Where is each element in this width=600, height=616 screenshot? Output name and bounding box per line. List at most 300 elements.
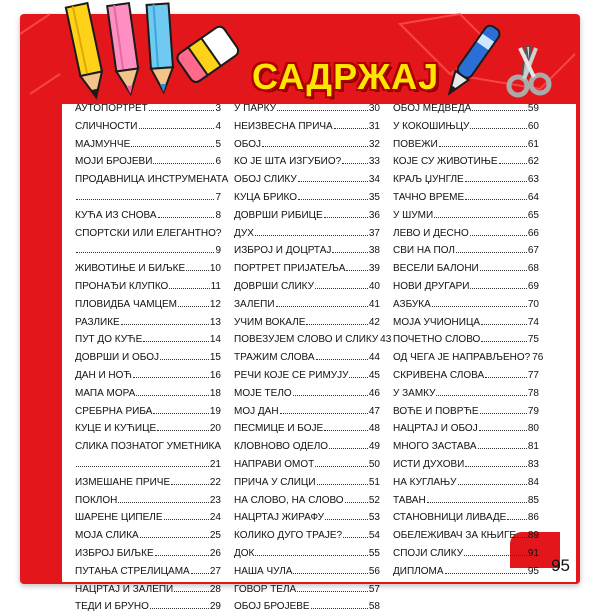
toc-entry-page: 40 bbox=[368, 280, 380, 292]
toc-entry-title: ДОВРШИ И ОБОЈ bbox=[75, 352, 159, 364]
toc-entry-page: 70 bbox=[527, 298, 539, 310]
toc-dot-leader bbox=[334, 118, 368, 129]
page-number: 95 bbox=[551, 556, 570, 575]
toc-entry-title: СПОЈИ СЛИКУ bbox=[393, 547, 464, 559]
toc-dot-leader bbox=[160, 349, 209, 360]
toc-dot-leader bbox=[439, 136, 527, 147]
toc-dot-leader bbox=[315, 278, 368, 289]
toc-entry bbox=[234, 385, 380, 403]
toc-entry-page: 14 bbox=[209, 334, 221, 346]
toc-entry bbox=[75, 225, 221, 243]
toc-entry-title: СТАНОВНИЦИ ЛИВАДЕ bbox=[393, 512, 507, 524]
toc-dot-leader bbox=[306, 314, 367, 325]
toc-entry-title: ТЕДИ И БРУНО bbox=[75, 601, 149, 613]
toc-entry bbox=[393, 563, 539, 581]
toc-entry bbox=[234, 331, 392, 349]
toc-entry-title: МОЈА УЧИОНИЦА bbox=[393, 316, 481, 328]
toc-entry-page: 34 bbox=[368, 174, 380, 186]
toc-entry-title: ПРОНАЂИ КЛУПКО bbox=[75, 280, 169, 292]
toc-entry bbox=[234, 598, 380, 616]
toc-entry-page: 65 bbox=[527, 209, 539, 221]
toc-entry-page: 62 bbox=[527, 156, 539, 168]
toc-entry-title: МОЈ ДАН bbox=[234, 405, 279, 417]
toc-entry-page: 44 bbox=[368, 352, 380, 364]
toc-dot-leader bbox=[139, 118, 215, 129]
toc-dot-leader bbox=[436, 385, 526, 396]
toc-entry-title: НА КУГЛАЊУ bbox=[393, 476, 457, 488]
toc-dot-leader bbox=[480, 260, 527, 271]
toc-column-3 bbox=[393, 100, 544, 581]
toc-entry-title: ПОВЕЗУЈЕМ СЛОВО И СЛИКУ bbox=[234, 334, 379, 346]
toc-entry-page: 77 bbox=[527, 369, 539, 381]
toc-dot-leader bbox=[445, 563, 527, 574]
toc-entry-page: 8 bbox=[215, 209, 221, 221]
toc-entry bbox=[75, 296, 221, 314]
toc-dot-leader bbox=[293, 385, 368, 396]
toc-dot-leader bbox=[507, 509, 527, 520]
toc-dot-leader bbox=[324, 207, 368, 218]
toc-entry-title: ИЗБРОЈ БИЉКЕ bbox=[75, 547, 154, 559]
toc-entry bbox=[234, 242, 380, 260]
toc-entry-page: 42 bbox=[368, 316, 380, 328]
toc-entry-page: 51 bbox=[368, 476, 380, 488]
toc-entry-title: НАЦРТАЈ И ОБОЈ bbox=[393, 423, 478, 435]
toc-dot-leader bbox=[121, 314, 209, 325]
toc-entry bbox=[234, 278, 380, 296]
toc-entry-title: ПОЧЕТНО СЛОВО bbox=[393, 334, 481, 346]
toc-entry-title: СЛИКА ПОЗНАТОГ УМЕТНИКА bbox=[75, 441, 222, 453]
toc-entry bbox=[75, 207, 221, 225]
toc-dot-leader bbox=[186, 260, 209, 271]
toc-entry bbox=[234, 581, 380, 599]
toc-entry-title: У ШУМИ bbox=[393, 209, 434, 221]
toc-entry-page: 52 bbox=[368, 494, 380, 506]
toc-entry bbox=[234, 349, 380, 367]
toc-entry-title: КЛОВНОВО ОДЕЛО bbox=[234, 441, 329, 453]
toc-entry-title: РЕЧИ КОЈЕ СЕ РИМУЈУ bbox=[234, 369, 349, 381]
toc-entry-title: НЕИЗВЕСНА ПРИЧА bbox=[234, 120, 333, 132]
toc-entry bbox=[234, 403, 380, 421]
toc-entry-title: ПУТ ДО КУЋЕ bbox=[75, 334, 143, 346]
toc-entry-title: АЗБУКА bbox=[393, 298, 431, 310]
toc-entry-page: 12 bbox=[209, 298, 221, 310]
toc-entry-page: 58 bbox=[368, 601, 380, 613]
toc-dot-leader bbox=[458, 474, 527, 485]
toc-entry bbox=[234, 153, 380, 171]
toc-entry bbox=[393, 296, 539, 314]
toc-dot-leader bbox=[434, 207, 527, 218]
toc-dot-leader bbox=[499, 153, 527, 164]
toc-entry-page: 13 bbox=[209, 316, 221, 328]
toc-entry-page: 63 bbox=[527, 174, 539, 186]
toc-entry-page: 49 bbox=[368, 441, 380, 453]
toc-entry-title: ДОК bbox=[234, 547, 255, 559]
toc-dot-leader bbox=[470, 225, 527, 236]
toc-dot-leader bbox=[191, 563, 209, 574]
toc-entry-title: ТАВАН bbox=[393, 494, 426, 506]
toc-dot-leader bbox=[464, 545, 527, 556]
toc-dot-leader bbox=[153, 153, 214, 164]
toc-dot-leader bbox=[277, 100, 368, 111]
toc-entry-page: 15 bbox=[209, 352, 221, 364]
toc-entry-page: 89 bbox=[527, 530, 539, 542]
toc-entry-title: СПОРТСКИ ИЛИ ЕЛЕГАНТНО? bbox=[75, 227, 222, 239]
toc-entry bbox=[75, 189, 221, 207]
toc-entry-title: НА СЛОВО, НА СЛОВО bbox=[234, 494, 344, 506]
toc-entry-page: 83 bbox=[527, 458, 539, 470]
toc-entry-page: 39 bbox=[368, 263, 380, 275]
toc-entry bbox=[393, 189, 539, 207]
toc-entry bbox=[393, 403, 539, 421]
toc-entry-page: 20 bbox=[209, 423, 221, 435]
toc-entry-page: 43 bbox=[380, 334, 392, 346]
toc-entry bbox=[393, 492, 539, 510]
toc-entry bbox=[234, 527, 380, 545]
toc-entry bbox=[234, 100, 380, 118]
toc-entry-title: ДОВРШИ СЛИКУ bbox=[234, 280, 314, 292]
toc-dot-leader bbox=[465, 456, 527, 467]
toc-entry-title: У КОКОШИЊЦУ bbox=[393, 120, 470, 132]
toc-entry-page: 78 bbox=[527, 387, 539, 399]
toc-dot-leader bbox=[153, 403, 209, 414]
toc-entry bbox=[75, 474, 221, 492]
toc-entry-page: 81 bbox=[527, 441, 539, 453]
toc-entry-page: 26 bbox=[209, 547, 221, 559]
toc-entry bbox=[393, 225, 539, 243]
toc-entry-page: 37 bbox=[368, 227, 380, 239]
toc-dot-leader bbox=[136, 385, 209, 396]
toc-column-1 bbox=[75, 100, 229, 616]
toc-entry-title: ШАРЕНЕ ЦИПЕЛЕ bbox=[75, 512, 163, 524]
toc-entry bbox=[234, 474, 380, 492]
page-title: САДРЖАЈ bbox=[252, 56, 440, 97]
toc-entry-title: НАПРАВИ ОМОТ bbox=[234, 458, 315, 470]
toc-entry-title: МОЈА СЛИКА bbox=[75, 530, 139, 542]
toc-entry-title: МОЈЕ ТЕЛО bbox=[234, 387, 292, 399]
toc-entry-title: ПЛОВИДБА ЧАМЦЕМ bbox=[75, 298, 178, 310]
toc-entry-page: 4 bbox=[215, 120, 221, 132]
toc-dot-leader bbox=[480, 403, 527, 414]
toc-entry bbox=[234, 367, 380, 385]
toc-entry-page: 54 bbox=[368, 530, 380, 542]
toc-entry bbox=[393, 242, 539, 260]
scissors-icon bbox=[496, 40, 558, 102]
toc-entry bbox=[75, 367, 221, 385]
toc-entry-title: МНОГО ЗАСТАВА bbox=[393, 441, 477, 453]
toc-entry-page: 24 bbox=[209, 512, 221, 524]
toc-entry-title: ОБОЈ БРОЈЕВЕ bbox=[234, 601, 310, 613]
toc-entry-title: У ПАРКУ bbox=[234, 103, 276, 114]
toc-entry bbox=[75, 545, 221, 563]
toc-dot-leader bbox=[140, 527, 209, 538]
toc-entry bbox=[234, 171, 380, 189]
toc-entry-title: ПУТАЊА СТРЕЛИЦАМА bbox=[75, 565, 190, 577]
toc-entry-title: ПРИЧА У СЛИЦИ bbox=[234, 476, 316, 488]
toc-entry-title: ГОВОР ТЕЛА bbox=[234, 583, 297, 595]
toc-entry-page: 91 bbox=[527, 547, 539, 559]
toc-entry bbox=[75, 314, 221, 332]
toc-entry bbox=[393, 260, 539, 278]
toc-entry-title: ТАЧНО ВРЕМЕ bbox=[393, 191, 465, 203]
toc-entry-title: ПОВЕЖИ bbox=[393, 138, 438, 150]
toc-dot-leader bbox=[262, 136, 368, 147]
toc-entry-page: 86 bbox=[527, 512, 539, 524]
toc-dot-leader bbox=[329, 438, 368, 449]
toc-entry-page: 53 bbox=[368, 512, 380, 524]
toc-entry-title: РАЗЛИКЕ bbox=[75, 316, 120, 328]
toc-entry bbox=[234, 563, 380, 581]
toc-entry-page: 74 bbox=[527, 316, 539, 328]
toc-dot-leader bbox=[157, 420, 209, 431]
toc-entry bbox=[234, 189, 380, 207]
toc-entry bbox=[393, 438, 539, 456]
toc-entry-title: ИЗМЕШАНЕ ПРИЧЕ bbox=[75, 476, 171, 488]
toc-entry-title: ПЕСМИЦЕ И БОЈЕ bbox=[234, 423, 324, 435]
toc-entry bbox=[75, 118, 221, 136]
toc-entry-page: 36 bbox=[368, 209, 380, 221]
toc-dot-leader bbox=[432, 296, 527, 307]
toc-dot-leader bbox=[297, 581, 368, 592]
toc-entry bbox=[393, 420, 539, 438]
toc-dot-leader bbox=[315, 456, 368, 467]
toc-entry-title: НОВИ ДРУГАРИ bbox=[393, 280, 470, 292]
toc-entry-page: 67 bbox=[527, 245, 539, 257]
toc-dot-leader bbox=[465, 189, 527, 200]
toc-entry-page: 69 bbox=[527, 280, 539, 292]
toc-entry-page: 6 bbox=[215, 156, 221, 168]
toc-entry bbox=[75, 438, 221, 456]
toc-entry-page: 68 bbox=[527, 263, 539, 275]
toc-entry bbox=[234, 420, 380, 438]
toc-entry-title: НАЦРТАЈ ЖИРАФУ bbox=[234, 512, 324, 524]
toc-dot-leader bbox=[485, 367, 527, 378]
toc-entry-title: НАЦРТАЈ И ЗАЛЕПИ bbox=[75, 583, 174, 595]
toc-entry bbox=[393, 171, 539, 189]
toc-dot-leader bbox=[345, 492, 368, 503]
toc-entry-title: КУЦЕ И КУЋИЦЕ bbox=[75, 423, 157, 435]
toc-entry-page: 7 bbox=[215, 191, 221, 203]
toc-entry-title: ДИПЛОМА bbox=[393, 565, 444, 577]
toc-entry-title: ДАН И НОЋ bbox=[75, 369, 132, 381]
toc-entry-title: АУТОПОРТРЕТ bbox=[75, 103, 148, 114]
toc-entry-title: ВЕСЕЛИ БАЛОНИ bbox=[393, 263, 479, 275]
toc-column-2 bbox=[234, 100, 392, 616]
toc-entry-page: 30 bbox=[368, 103, 380, 114]
toc-entry bbox=[393, 314, 539, 332]
toc-entry-title: СЛИЧНОСТИ bbox=[75, 120, 138, 132]
toc-dot-leader bbox=[76, 242, 214, 253]
toc-dot-leader bbox=[311, 598, 368, 609]
toc-entry bbox=[75, 563, 221, 581]
toc-entry bbox=[393, 509, 539, 527]
toc-entry bbox=[75, 581, 221, 599]
toc-entry-page: 16 bbox=[209, 369, 221, 381]
toc-entry-page: 55 bbox=[368, 547, 380, 559]
toc-entry bbox=[234, 118, 380, 136]
toc-entry-title: СКРИВЕНА СЛОВА bbox=[393, 369, 485, 381]
toc-entry-page: 41 bbox=[368, 298, 380, 310]
toc-dot-leader bbox=[470, 118, 527, 129]
toc-entry-title: ИЗБРОЈ И ДОЦРТАЈ bbox=[234, 245, 332, 257]
toc-entry-page: 35 bbox=[368, 191, 380, 203]
toc-entry bbox=[234, 296, 380, 314]
toc-entry bbox=[393, 527, 539, 545]
toc-dot-leader bbox=[149, 100, 215, 111]
toc-entry bbox=[393, 331, 539, 349]
toc-dot-leader bbox=[164, 509, 209, 520]
toc-entry-page: 10 bbox=[209, 263, 221, 275]
toc-entry-page: 66 bbox=[527, 227, 539, 239]
toc-entry-page: 18 bbox=[209, 387, 221, 399]
toc-entry bbox=[75, 242, 221, 260]
toc-entry-page: 75 bbox=[527, 334, 539, 346]
toc-entry bbox=[393, 385, 539, 403]
toc-entry-title: ДОВРШИ РИБИЦЕ bbox=[234, 209, 323, 221]
toc-entry bbox=[393, 136, 539, 154]
toc-entry-page: 61 bbox=[527, 138, 539, 150]
toc-entry-title: ЛЕВО И ДЕСНО bbox=[393, 227, 469, 239]
toc-dot-leader bbox=[317, 474, 368, 485]
toc-entry bbox=[234, 225, 380, 243]
toc-entry-title: ПРОДАВНИЦА ИНСТРУМЕНАТА bbox=[75, 174, 229, 186]
toc-entry-page: 45 bbox=[368, 369, 380, 381]
toc-entry-page: 48 bbox=[368, 423, 380, 435]
toc-entry bbox=[75, 456, 221, 474]
toc-dot-leader bbox=[255, 545, 367, 556]
toc-entry-title: ДУХ bbox=[234, 227, 254, 239]
toc-entry bbox=[75, 331, 221, 349]
toc-entry bbox=[75, 260, 221, 278]
toc-entry bbox=[234, 136, 380, 154]
toc-entry-page: 33 bbox=[368, 156, 380, 168]
toc-dot-leader bbox=[118, 492, 209, 503]
toc-entry-title: ОБЕЛЕЖИВАЧ ЗА КЊИГЕ bbox=[393, 530, 517, 542]
toc-dot-leader bbox=[470, 278, 526, 289]
toc-dot-leader bbox=[169, 278, 209, 289]
toc-entry-page: 9 bbox=[215, 245, 221, 257]
toc-dot-leader bbox=[481, 314, 527, 325]
toc-entry-page: 84 bbox=[527, 476, 539, 488]
eraser-icon bbox=[170, 14, 250, 94]
toc-entry bbox=[393, 456, 539, 474]
toc-entry bbox=[75, 403, 221, 421]
toc-entry-page: 29 bbox=[209, 601, 221, 613]
toc-entry-page: 50 bbox=[368, 458, 380, 470]
toc-entry-title: ИСТИ ДУХОВИ bbox=[393, 458, 465, 470]
toc-entry-page: 95 bbox=[527, 565, 539, 577]
toc-entry-title: КО ЈЕ ШТА ИЗГУБИО? bbox=[234, 156, 342, 168]
toc-entry-page: 79 bbox=[527, 405, 539, 417]
toc-entry-title: КРАЉ ЏУНГЛЕ bbox=[393, 174, 464, 186]
toc-entry-page: 47 bbox=[368, 405, 380, 417]
toc-entry-page: 46 bbox=[368, 387, 380, 399]
toc-dot-leader bbox=[133, 367, 209, 378]
toc-dot-leader bbox=[349, 367, 367, 378]
toc-dot-leader bbox=[478, 438, 527, 449]
toc-entry-page: 19 bbox=[209, 405, 221, 417]
toc-dot-leader bbox=[346, 260, 367, 271]
toc-entry-title: ОБОЈ СЛИКУ bbox=[234, 174, 297, 186]
toc-dot-leader bbox=[174, 581, 209, 592]
toc-dot-leader bbox=[276, 296, 368, 307]
toc-dot-leader bbox=[517, 527, 527, 538]
toc-entry bbox=[234, 456, 380, 474]
toc-entry bbox=[234, 207, 380, 225]
toc-dot-leader bbox=[298, 171, 368, 182]
toc-entry-title: ВОЋЕ И ПОВРЋЕ bbox=[393, 405, 479, 417]
toc-entry-title: СВИ НА ПОЛ bbox=[393, 245, 455, 257]
toc-dot-leader bbox=[324, 420, 368, 431]
toc-entry-page: 32 bbox=[368, 138, 380, 150]
toc-entry-title: КУЦА БРИКО bbox=[234, 191, 298, 203]
toc-dot-leader bbox=[255, 225, 368, 236]
toc-dot-leader bbox=[316, 349, 368, 360]
toc-entry-title: ЖИВОТИЊЕ И БИЉКЕ bbox=[75, 263, 186, 275]
toc-entry-title: МАПА МОРА bbox=[75, 387, 136, 399]
toc-entry bbox=[75, 349, 221, 367]
toc-dot-leader bbox=[427, 492, 527, 503]
toc-entry bbox=[393, 153, 539, 171]
toc-entry bbox=[393, 207, 539, 225]
toc-entry bbox=[393, 349, 544, 367]
toc-dot-leader bbox=[456, 242, 527, 253]
toc-entry-page: 60 bbox=[527, 120, 539, 132]
toc-dot-leader bbox=[465, 171, 527, 182]
toc-dot-leader bbox=[472, 100, 527, 111]
toc-entry-page: 21 bbox=[209, 458, 221, 470]
toc-entry-title: ОБОЈ МЕДВЕДА bbox=[393, 103, 472, 114]
toc-entry-page: 59 bbox=[527, 103, 539, 114]
toc-entry-page: 3 bbox=[215, 103, 221, 114]
toc-entry bbox=[75, 100, 221, 118]
toc-entry bbox=[75, 598, 221, 616]
toc-dot-leader bbox=[481, 331, 527, 342]
toc-entry-title: УЧИМ ВОКАЛЕ bbox=[234, 316, 306, 328]
toc-entry bbox=[75, 509, 221, 527]
toc-dot-leader bbox=[131, 136, 214, 147]
toc-entry bbox=[393, 278, 539, 296]
toc-dot-leader bbox=[325, 509, 368, 520]
toc-entry-title: ТРАЖИМ СЛОВА bbox=[234, 352, 315, 364]
toc-entry-title: НАША ЧУЛА bbox=[234, 565, 293, 577]
toc-entry bbox=[75, 420, 221, 438]
toc-entry bbox=[75, 171, 229, 189]
toc-entry-page: 80 bbox=[527, 423, 539, 435]
toc-entry bbox=[75, 527, 221, 545]
toc-entry-title: ОД ЧЕГА ЈЕ НАПРАВЉЕНО? bbox=[393, 352, 531, 364]
toc-entry-title: СРЕБРНА РИБА bbox=[75, 405, 153, 417]
toc-dot-leader bbox=[298, 189, 368, 200]
toc-entry-page: 56 bbox=[368, 565, 380, 577]
toc-dot-leader bbox=[332, 242, 367, 253]
toc-entry-page: 64 bbox=[527, 191, 539, 203]
toc-entry bbox=[234, 314, 380, 332]
toc-entry-title: ПОРТРЕТ ПРИЈАТЕЉА bbox=[234, 263, 346, 275]
toc-dot-leader bbox=[280, 403, 368, 414]
toc-entry bbox=[393, 474, 539, 492]
toc-entry bbox=[393, 367, 539, 385]
toc-entry bbox=[75, 136, 221, 154]
toc-entry bbox=[75, 385, 221, 403]
toc-dot-leader bbox=[343, 527, 368, 538]
toc-entry-page: 5 bbox=[215, 138, 221, 150]
toc-entry bbox=[234, 545, 380, 563]
toc-dot-leader bbox=[76, 189, 214, 200]
toc-entry bbox=[234, 509, 380, 527]
toc-entry-page: 76 bbox=[532, 352, 544, 364]
toc-dot-leader bbox=[76, 456, 209, 467]
toc-entry bbox=[234, 438, 380, 456]
